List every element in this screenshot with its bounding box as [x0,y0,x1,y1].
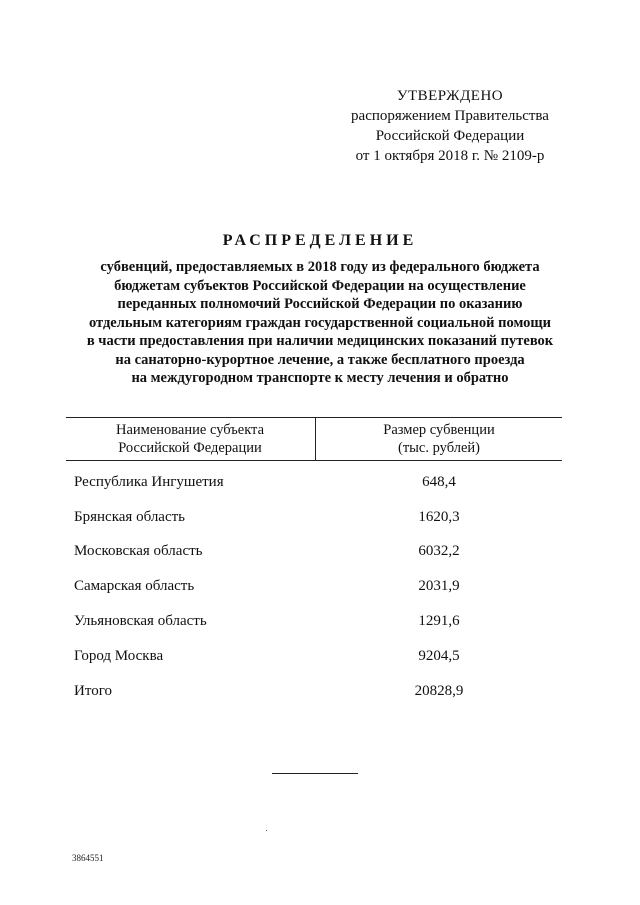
table-row [66,611,562,631]
approval-line-2: Российской Федерации [375,128,525,144]
approval-line-3: от 1 октября 2018 г. № 2109-р [355,148,545,164]
document-number: 3864551 [72,853,104,863]
table-row [66,576,562,596]
scan-speck [266,830,267,831]
subtitle-line: отдельным категориям граждан государственной социальной помощи [88,314,551,331]
subtitle-line: субвенций, предоставляемых в 2018 году из федерального бюджета [100,259,540,275]
row-region: Самарская область [74,578,195,594]
row-region: Брянская область [74,509,186,525]
row-region: Республика Ингушетия [74,474,224,490]
table-row [66,472,562,492]
header-region-line-1: Наименование субъекта [115,422,265,438]
row-amount: 648,4 [422,474,456,490]
header-region [66,421,314,457]
header-amount [316,421,562,457]
document-subtitle [40,258,600,388]
table-row-total [66,681,562,701]
subtitle-line: переданных полномочий Российской Федерации по оказанию [117,296,523,312]
document-title: РАСПРЕДЕЛЕНИЕ [222,232,418,249]
row-region: Московская область [74,543,203,559]
closing-rule [272,773,358,774]
row-region: Город Москва [74,648,164,664]
table-row [66,646,562,666]
row-region: Ульяновская область [74,613,207,629]
distribution-table [66,417,562,699]
header-region-line-2: Российской Федерации [118,440,262,456]
row-amount: 1620,3 [418,509,460,525]
subtitle-line: на санаторно-курортное лечение, а также бесплатного проезда [115,351,525,368]
approval-block [330,86,570,166]
subtitle-line: на междугородном транспорте к месту лечения и обратно [131,370,509,386]
header-amount-line-1: Размер субвенции [383,422,495,438]
row-region: Итого [74,683,112,699]
row-amount: 2031,9 [418,578,460,594]
subtitle-line: бюджетам субъектов Российской Федерации на осуществление [114,277,526,294]
row-amount: 6032,2 [418,543,460,559]
table-header [66,417,562,461]
table-row [66,507,562,527]
row-amount: 9204,5 [418,648,460,664]
table-row [66,541,562,561]
header-amount-line-2: (тыс. рублей) [398,440,480,456]
approval-heading: УТВЕРЖДЕНО [396,88,504,104]
subtitle-line: в части предоставления при наличии медицинских показаний путевок [86,333,554,349]
approval-line-1: распоряжением Правительства [351,108,549,124]
row-amount: 20828,9 [414,683,464,699]
row-amount: 1291,6 [418,613,460,629]
